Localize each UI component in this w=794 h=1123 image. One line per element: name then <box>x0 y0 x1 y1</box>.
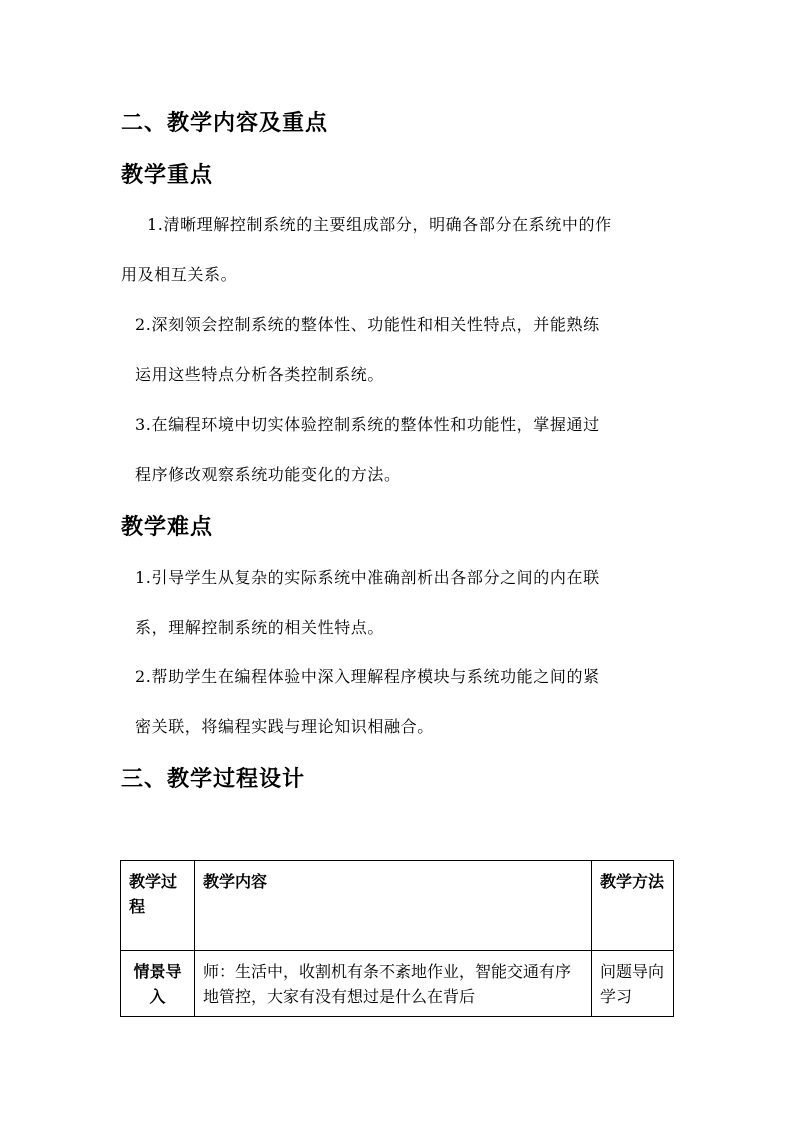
difficulty-2-line1: 2.帮助学生在编程体验中深入理解程序模块与系统功能之间的紧 <box>135 667 600 686</box>
row-stage: 情景导入 <box>121 951 195 1017</box>
section-heading-content: 二、教学内容及重点 <box>121 110 329 136</box>
header-stage: 教学过程 <box>121 861 195 951</box>
section-heading-process: 三、教学过程设计 <box>121 766 306 792</box>
row-content: 师：生活中，收割机有条不紊地作业，智能交通有序地管控，大家有没有想过是什么在背后 <box>195 951 592 1017</box>
key-point-3 <box>121 400 673 500</box>
difficulty-2-line2: 密关联，将编程实践与理论知识相融合。 <box>135 717 434 736</box>
key-point-3-line2: 程序修改观察系统功能变化的方法。 <box>135 465 401 484</box>
key-point-1-line1: 1.清晰理解控制系统的主要组成部分，明确各部分在系统中的作 <box>147 215 612 234</box>
table-row <box>121 951 674 1017</box>
row-method: 问题导向学习 <box>592 951 674 1017</box>
difficulty-1-line1: 1.引导学生从复杂的实际系统中准确剖析出各部分之间的内在联 <box>135 568 600 587</box>
key-points-heading: 教学重点 <box>121 162 214 188</box>
header-method: 教学方法 <box>592 861 674 951</box>
difficulty-2 <box>121 652 673 752</box>
difficulties-heading: 教学难点 <box>121 514 214 540</box>
key-point-2-line1: 2.深刻领会控制系统的整体性、功能性和相关性特点，并能熟练 <box>135 315 600 334</box>
key-point-3-line1: 3.在编程环境中切实体验控制系统的整体性和功能性，掌握通过 <box>135 415 600 434</box>
key-point-2-line2: 运用这些特点分析各类控制系统。 <box>135 365 385 384</box>
difficulty-1 <box>121 553 673 653</box>
key-point-2 <box>121 300 673 400</box>
difficulty-1-line2: 系，理解控制系统的相关性特点。 <box>135 618 385 637</box>
key-point-1 <box>121 200 673 300</box>
header-content: 教学内容 <box>195 861 592 951</box>
teaching-process-table <box>120 860 674 1017</box>
key-point-1-line2: 用及相互关系。 <box>121 265 238 284</box>
table-header-row <box>121 861 674 951</box>
